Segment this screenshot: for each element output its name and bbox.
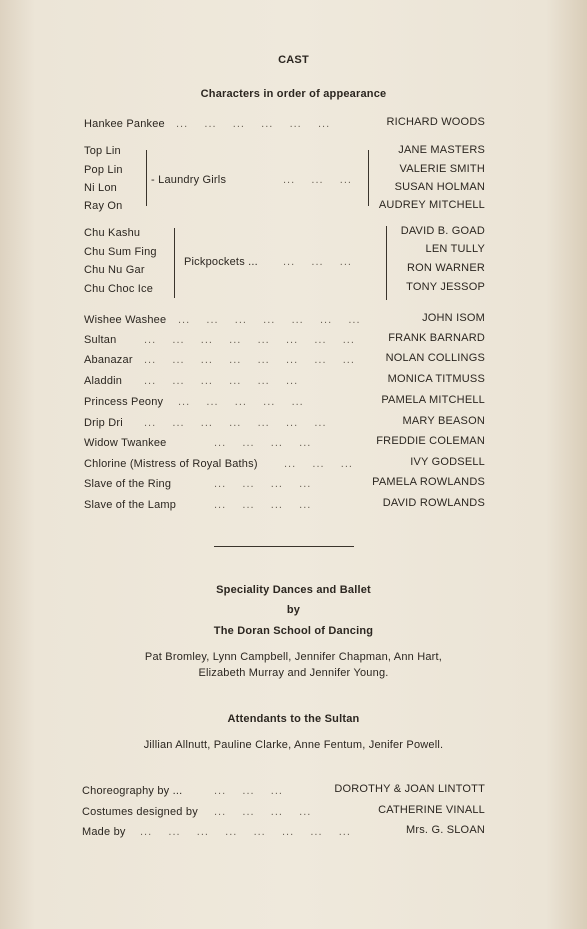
leader-dots: ... ... ... [214, 785, 283, 797]
cast-role: Widow Twankee [84, 437, 167, 449]
dancers-line-1: Pat Bromley, Lynn Campbell, Jennifer Chapman, Ann Hart, [144, 651, 443, 663]
group-brace [174, 228, 175, 298]
leader-dots: ... ... ... ... [214, 499, 312, 511]
cast-role: Wishee Washee [84, 314, 167, 326]
attendants-title: Attendants to the Sultan [227, 713, 360, 725]
leader-dots: ... ... ... ... ... ... ... ... [144, 334, 355, 346]
leader-dots: ... ... ... [283, 256, 352, 268]
section-divider [214, 546, 354, 547]
cast-actor: DAVID B. GOAD [400, 225, 485, 237]
cast-actor: FRANK BARNARD [388, 332, 485, 344]
group-label-laundry: - Laundry Girls [151, 174, 227, 186]
leader-dots: ... ... ... ... ... [178, 396, 304, 408]
cast-subheading: Characters in order of appearance [200, 88, 387, 100]
cast-actor: AUDREY MITCHELL [378, 199, 485, 211]
leader-dots: ... ... ... [283, 174, 352, 186]
leader-dots: ... ... ... ... ... ... [144, 375, 299, 387]
cast-actor: RON WARNER [407, 262, 485, 274]
credit-value: DOROTHY & JOAN LINTOTT [334, 783, 485, 795]
cast-role: Ni Lon [84, 182, 117, 194]
cast-actor: LEN TULLY [425, 243, 485, 255]
dances-title: Speciality Dances and Ballet [216, 584, 371, 596]
cast-actor: NOLAN COLLINGS [385, 352, 485, 364]
cast-actor: MARY BEASON [402, 415, 485, 427]
cast-actor: PAMELA ROWLANDS [372, 476, 485, 488]
cast-actor: JOHN ISOM [422, 312, 485, 324]
leader-dots: ... ... ... ... ... ... [176, 118, 331, 130]
cast-role: Abanazar [84, 354, 133, 366]
dancers-line-2: Elizabeth Murray and Jennifer Young. [198, 667, 389, 679]
credit-label: Costumes designed by [82, 806, 198, 818]
leader-dots: ... ... ... ... ... ... ... [178, 314, 361, 326]
cast-role: Chu Choc Ice [84, 283, 154, 295]
group-label-pickpockets: Pickpockets ... [184, 256, 258, 268]
cast-role: Sultan [84, 334, 117, 346]
dances-by: by [286, 604, 301, 616]
cast-role: Drip Dri [84, 417, 123, 429]
credit-label: Choreography by ... [82, 785, 183, 797]
group-brace [386, 226, 387, 300]
leader-dots: ... ... ... ... ... ... ... [144, 417, 327, 429]
cast-role: Aladdin [84, 375, 123, 387]
cast-role: Slave of the Lamp [84, 499, 177, 511]
cast-actor: DAVID ROWLANDS [382, 497, 485, 509]
credit-value: CATHERINE VINALL [378, 804, 485, 816]
leader-dots: ... ... ... ... ... ... ... ... [140, 826, 351, 838]
group-brace [146, 150, 147, 206]
cast-actor: MONICA TITMUSS [387, 373, 485, 385]
group-brace [368, 150, 369, 206]
cast-role: Ray On [84, 200, 123, 212]
cast-actor: TONY JESSOP [406, 281, 485, 293]
cast-actor: FREDDIE COLEMAN [376, 435, 485, 447]
cast-role: Chu Sum Fing [84, 246, 157, 258]
cast-actor: SUSAN HOLMAN [394, 181, 485, 193]
cast-actor: JANE MASTERS [398, 144, 485, 156]
leader-dots: ... ... ... ... [214, 478, 312, 490]
dances-school: The Doran School of Dancing [213, 625, 374, 637]
credit-value: Mrs. G. SLOAN [406, 824, 485, 836]
cast-role: Pop Lin [84, 164, 123, 176]
cast-actor: RICHARD WOODS [386, 116, 485, 128]
cast-role: Hankee Pankee [84, 118, 165, 130]
leader-dots: ... ... ... ... ... ... ... ... [144, 354, 355, 366]
cast-role: Top Lin [84, 145, 121, 157]
credit-label: Made by [82, 826, 126, 838]
cast-role: Slave of the Ring [84, 478, 172, 490]
leader-dots: ... ... ... [284, 458, 353, 470]
cast-role: Chlorine (Mistress of Royal Baths) [84, 458, 258, 470]
cast-role: Chu Kashu [84, 227, 141, 239]
cast-actor: IVY GODSELL [410, 456, 485, 468]
cast-heading: CAST [278, 54, 309, 66]
cast-actor: VALERIE SMITH [399, 163, 485, 175]
cast-actor: PAMELA MITCHELL [381, 394, 485, 406]
cast-role: Princess Peony [84, 396, 164, 408]
cast-role: Chu Nu Gar [84, 264, 145, 276]
leader-dots: ... ... ... ... [214, 806, 312, 818]
leader-dots: ... ... ... ... [214, 437, 312, 449]
attendants-names: Jillian Allnutt, Pauline Clarke, Anne Fentum, Jenifer Powell. [143, 739, 444, 751]
